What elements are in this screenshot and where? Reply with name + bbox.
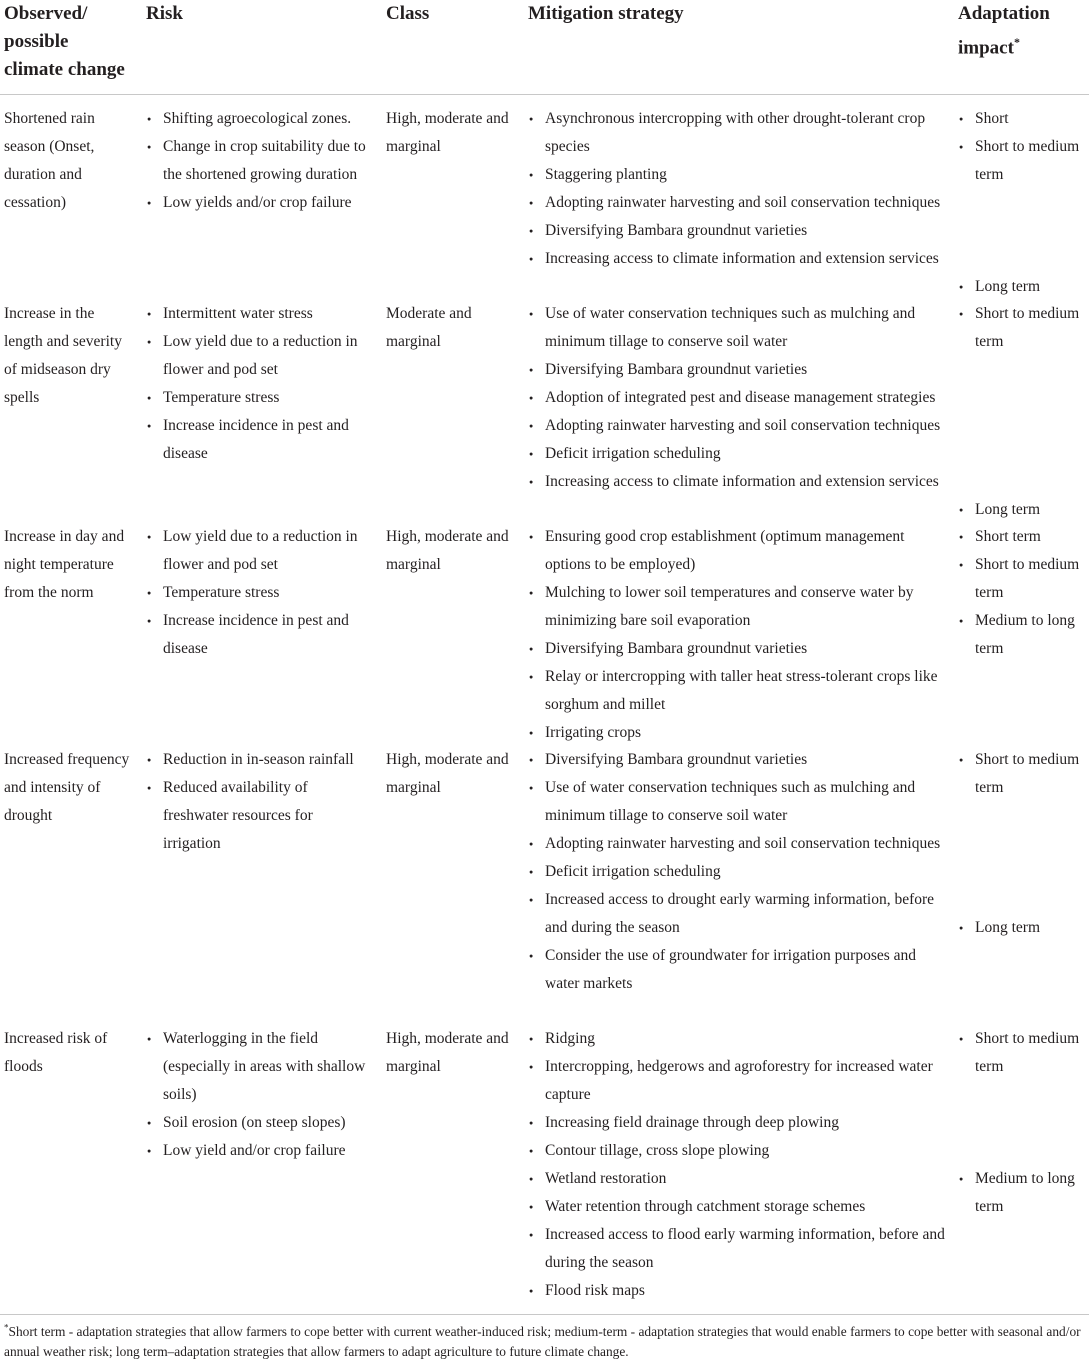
list-item: ● Short to medium term	[958, 300, 1089, 356]
list-item: ● Diversifying Bambara groundnut varieties	[528, 356, 948, 384]
impact-list	[958, 1025, 1089, 1081]
table-footnote	[4, 1322, 1089, 1362]
impact-list	[958, 523, 1089, 663]
list-item: ● Use of water conservation techniques such as mulching and minimum tillage to conserve soil water	[528, 300, 948, 356]
climate-change-cell: Increased frequency and intensity of drought	[4, 751, 130, 824]
list-item: ● Temperature stress	[146, 384, 374, 412]
list-item: ● Adopting rainwater harvesting and soil conservation techniques	[528, 830, 948, 858]
list-item: ● Reduction in in-season rainfall	[146, 746, 374, 774]
class-cell: Moderate and marginal	[386, 305, 472, 350]
list-item: ● Short	[958, 105, 1089, 133]
list-item: ● Low yields and/or crop failure	[146, 189, 374, 217]
list-item: ● Low yield due to a reduction in flower and pod set	[146, 523, 374, 579]
list-item: ● Relay or intercropping with taller heat stress-tolerant crops like sorghum and millet	[528, 663, 948, 719]
impact-list	[958, 496, 1089, 524]
header-adaptation-impact-label: Adaptation impact	[958, 3, 1050, 59]
footnote-marker: *	[4, 1322, 9, 1333]
list-item: ● Increase incidence in pest and disease	[146, 412, 374, 468]
list-item: ● Waterlogging in the field (especially in areas with shallow soils)	[146, 1025, 374, 1109]
list-item: ● Increasing access to climate information and extension services	[528, 468, 948, 496]
header-observed-change: Observed/ possible climate change	[4, 3, 125, 80]
list-item: ● Staggering planting	[528, 161, 948, 189]
footer-rule	[0, 1314, 1089, 1315]
impact-list	[958, 273, 1089, 301]
risk-list	[146, 300, 374, 468]
list-item: ● Consider the use of groundwater for irrigation purposes and water markets	[528, 942, 948, 998]
list-item: ● Low yield due to a reduction in flower and pod set	[146, 328, 374, 384]
strategy-list	[528, 746, 948, 998]
climate-change-cell: Increase in day and night temperature from the norm	[4, 528, 125, 601]
list-item: ● Ridging	[528, 1025, 948, 1053]
list-item: ● Adopting rainwater harvesting and soil conservation techniques	[528, 412, 948, 440]
list-item: ● Short to medium term	[958, 133, 1089, 189]
impact-list	[958, 1165, 1089, 1221]
list-item: ● Low yield and/or crop failure	[146, 1137, 374, 1165]
list-item: ● Asynchronous intercropping with other drought-tolerant crop species	[528, 105, 948, 161]
impact-list	[958, 746, 1089, 802]
list-item: ● Increased access to drought early warming information, before and during the season	[528, 886, 948, 942]
list-item: ● Long term	[958, 914, 1089, 942]
impact-list	[958, 914, 1089, 942]
class-cell: High, moderate and marginal	[386, 751, 509, 796]
list-item: ● Short to medium term	[958, 746, 1089, 802]
list-item: ● Intermittent water stress	[146, 300, 374, 328]
header-risk: Risk	[146, 3, 183, 24]
list-item: ● Intercropping, hedgerows and agroforestry for increased water capture	[528, 1053, 948, 1109]
list-item: ● Deficit irrigation scheduling	[528, 858, 948, 886]
strategy-list	[528, 105, 948, 273]
list-item: ● Increasing access to climate information and extension services	[528, 245, 948, 273]
list-item: ● Shifting agroecological zones.	[146, 105, 374, 133]
climate-change-cell: Shortened rain season (Onset, duration and cessation)	[4, 110, 95, 211]
list-item: ● Soil erosion (on steep slopes)	[146, 1109, 374, 1137]
header-mitigation-strategy: Mitigation strategy	[528, 3, 684, 24]
class-cell: High, moderate and marginal	[386, 110, 509, 155]
list-item: ● Increased access to flood early warming information, before and during the season	[528, 1221, 948, 1277]
list-item: ● Increasing field drainage through deep plowing	[528, 1109, 948, 1137]
list-item: ● Medium to long term	[958, 607, 1089, 663]
header-rule	[0, 94, 1089, 95]
list-item: ● Adoption of integrated pest and disease management strategies	[528, 384, 948, 412]
list-item: ● Medium to long term	[958, 1165, 1089, 1221]
list-item: ● Change in crop suitability due to the shortened growing duration	[146, 133, 374, 189]
impact-list	[958, 300, 1089, 356]
strategy-list	[528, 523, 948, 747]
list-item: ● Deficit irrigation scheduling	[528, 440, 948, 468]
list-item: ● Short to medium term	[958, 551, 1089, 607]
header-adaptation-impact	[958, 0, 1089, 94]
list-item: ● Diversifying Bambara groundnut varieties	[528, 746, 948, 774]
list-item: ● Ensuring good crop establishment (optimum management options to be employed)	[528, 523, 948, 579]
class-cell: High, moderate and marginal	[386, 1030, 509, 1075]
climate-change-cell: Increased risk of floods	[4, 1030, 108, 1075]
header-footnote-marker: *	[1013, 35, 1020, 49]
list-item: ● Long term	[958, 273, 1089, 301]
list-item: ● Diversifying Bambara groundnut varieties	[528, 635, 948, 663]
list-item: ● Wetland restoration	[528, 1165, 948, 1193]
risk-list	[146, 105, 374, 217]
list-item: ● Adopting rainwater harvesting and soil conservation techniques	[528, 189, 948, 217]
list-item: ● Irrigating crops	[528, 719, 948, 747]
climate-change-cell: Increase in the length and severity of midseason dry spells	[4, 305, 122, 406]
list-item: ● Temperature stress	[146, 579, 374, 607]
list-item: ● Use of water conservation techniques such as mulching and minimum tillage to conserve soil water	[528, 774, 948, 830]
risk-list	[146, 746, 374, 858]
list-item: ● Short term	[958, 523, 1089, 551]
list-item: ● Diversifying Bambara groundnut varieties	[528, 217, 948, 245]
list-item: ● Mulching to lower soil temperatures and conserve water by minimizing bare soil evaporation	[528, 579, 948, 635]
class-cell: High, moderate and marginal	[386, 528, 509, 573]
list-item: ● Long term	[958, 496, 1089, 524]
list-item: ● Increase incidence in pest and disease	[146, 607, 374, 663]
header-class: Class	[386, 3, 430, 24]
list-item: ● Contour tillage, cross slope plowing	[528, 1137, 948, 1165]
strategy-list	[528, 1025, 948, 1305]
list-item: ● Reduced availability of freshwater resources for irrigation	[146, 774, 374, 858]
risk-list	[146, 523, 374, 663]
list-item: ● Short to medium term	[958, 1025, 1089, 1081]
risk-list	[146, 1025, 374, 1165]
list-item: ● Water retention through catchment storage schemes	[528, 1193, 948, 1221]
footnote-text: Short term - adaptation strategies that allow farmers to cope better with current weather-induced risk; medium-term - adaptation strategies that would enable farmers to cope better with seasonal and/or annual weather risk; long term–adaptation strategies that allow farmers to adapt agriculture to future climate change.	[4, 1324, 1081, 1359]
strategy-list	[528, 300, 948, 496]
impact-list	[958, 105, 1089, 189]
list-item: ● Flood risk maps	[528, 1277, 948, 1305]
